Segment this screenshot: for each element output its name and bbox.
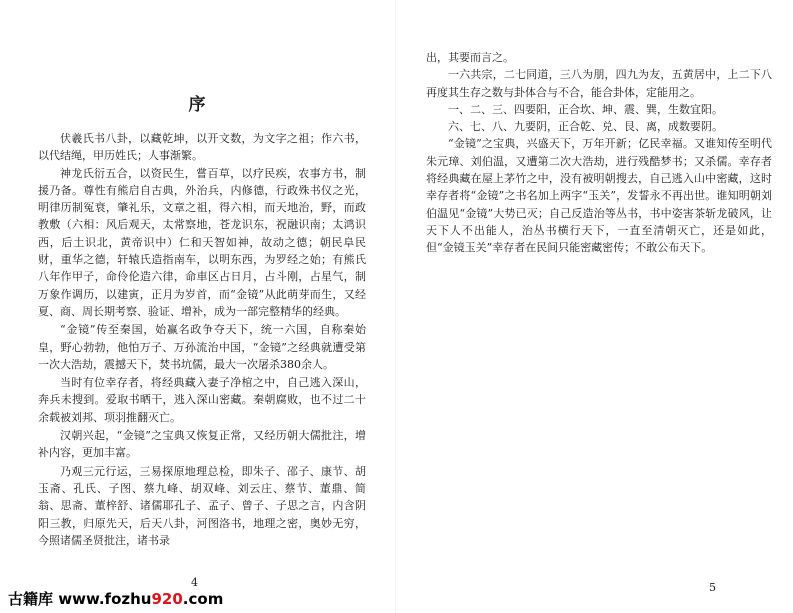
watermark-url-link[interactable] — [58, 590, 223, 608]
paragraph: 伏羲氏书八卦，以藏乾坤，以开文数，为文字之祖；作六书，以代结绳，甲历姓氏；人事渐繁。 — [38, 132, 366, 163]
paragraph: 汉朝兴起，“金镜”之宝典又恢复正常，又经历朝大儒批注，增补内容，更加丰富。 — [38, 429, 366, 460]
paragraph: 神龙氏衍五合，以资民生，嘗百草，以疗民疾，农事方书，制援乃备。尊性有熊启自古典，外治兵，内修德，行政殊书仪之光，明律历制冤衰，肇礼乐，文章之祖，得六相，而天地治，野，而政教敷（六相：风后观天，太常察地，苍龙识东，祝融识南；太鸿识西，后土识北，黄帝识中）仁和天智如神，故动之德；朝民阜民财，重华之德，轩辕氏造指南车，以明东西，为罗经之始；有熊氏八年作甲子，命伶伦造六律，命車区占日月，占斗刚，占星气，制万象作调历，以建寅，正月为岁首，而“金镜”从此萌芽而生，又经夏、商、周长期考察、验证、增补，成为一部完整精华的经典。 — [38, 166, 366, 318]
right-page — [396, 0, 793, 613]
site-watermark — [8, 588, 223, 609]
right-body-text — [426, 49, 772, 257]
paragraph: “金镜”传至秦国，始赢名政争夺天下，统一六国，自称秦始皇，野心勃勃，他怕万子、万孙流治中国，“金镜”之经典就遭受第一次大浩劫，震撼天下，焚书坑儒，最大一次屠杀380余人。 — [38, 323, 366, 371]
watermark-site-name: 古籍库 — [8, 590, 54, 608]
paragraph: 出，其要而言之。 — [426, 51, 514, 64]
paragraph: “金镜”之宝典，兴盛天下，万年开新；亿民幸福。又谁知传至明代朱元璋、刘伯温，又遭第二次大浩劫，进行残酷梦书；又杀儒。幸存者将经典藏在屋上茅竹之中，没有被明朝搜去，自己逃入山中密藏，这时幸存者将“金镜”之书名加上两字“玉关”，发誓永不再出世。谁知明朝刘伯温见“金镜”大势已灭；自己反造治等丛书，书中姿害茶斩龙破风，让天下人不出能人，治丛书横行天下，一直至清朝灭亡，还是如此，但“金镜玉关”幸存者在民间只能密藏密传；不敢公布天下。 — [426, 137, 772, 255]
watermark-url-suffix: .com — [182, 590, 224, 608]
paragraph: 乃观三元行运，三易探原地理总检，即朱子、邵子、康节、胡玉斋、孔氏、子图、蔡九峰、胡双峰、刘云庄、蔡节、董鼎、简翁、思斋、董梓舒、诸儒耶孔子、孟子、曾子、子思之言，内含阴阳三教，归原先天，后天八卦，河图洛书，地理之密，奥妙无穷，今照诸儒圣贤批注，诸书录 — [38, 464, 366, 547]
left-body-text — [38, 130, 366, 549]
paragraph: 当时有位幸存者，将经典藏入妻子净棺之中，自己逃入深山，奔兵未搜到。爱取书晒干，逃入深山密藏。秦朝腐败，也不过二十余载被刘邦、项羽推翻灭亡。 — [38, 376, 366, 424]
paragraph: 一、二、三、四要阳，正合坎、坤、震、巽，生数宜阳。 — [448, 102, 723, 116]
watermark-url-number: 920 — [151, 590, 183, 608]
left-page — [0, 0, 396, 613]
page-number-left: 4 — [191, 576, 198, 589]
page-number-right: 5 — [709, 581, 716, 594]
paragraph: 六、七、八、九要阴，正合乾、兑、艮、离，成数要阴。 — [448, 120, 723, 134]
preface-heading: 序 — [188, 95, 208, 115]
paragraph: 一六共宗，二七同道，三八为朋，四九为友，五黄居中，上二下八再度其生存之数与卦体合与不合，能合卦体，定能用之。 — [426, 68, 772, 99]
watermark-url-prefix: www.fozhu — [58, 590, 152, 608]
